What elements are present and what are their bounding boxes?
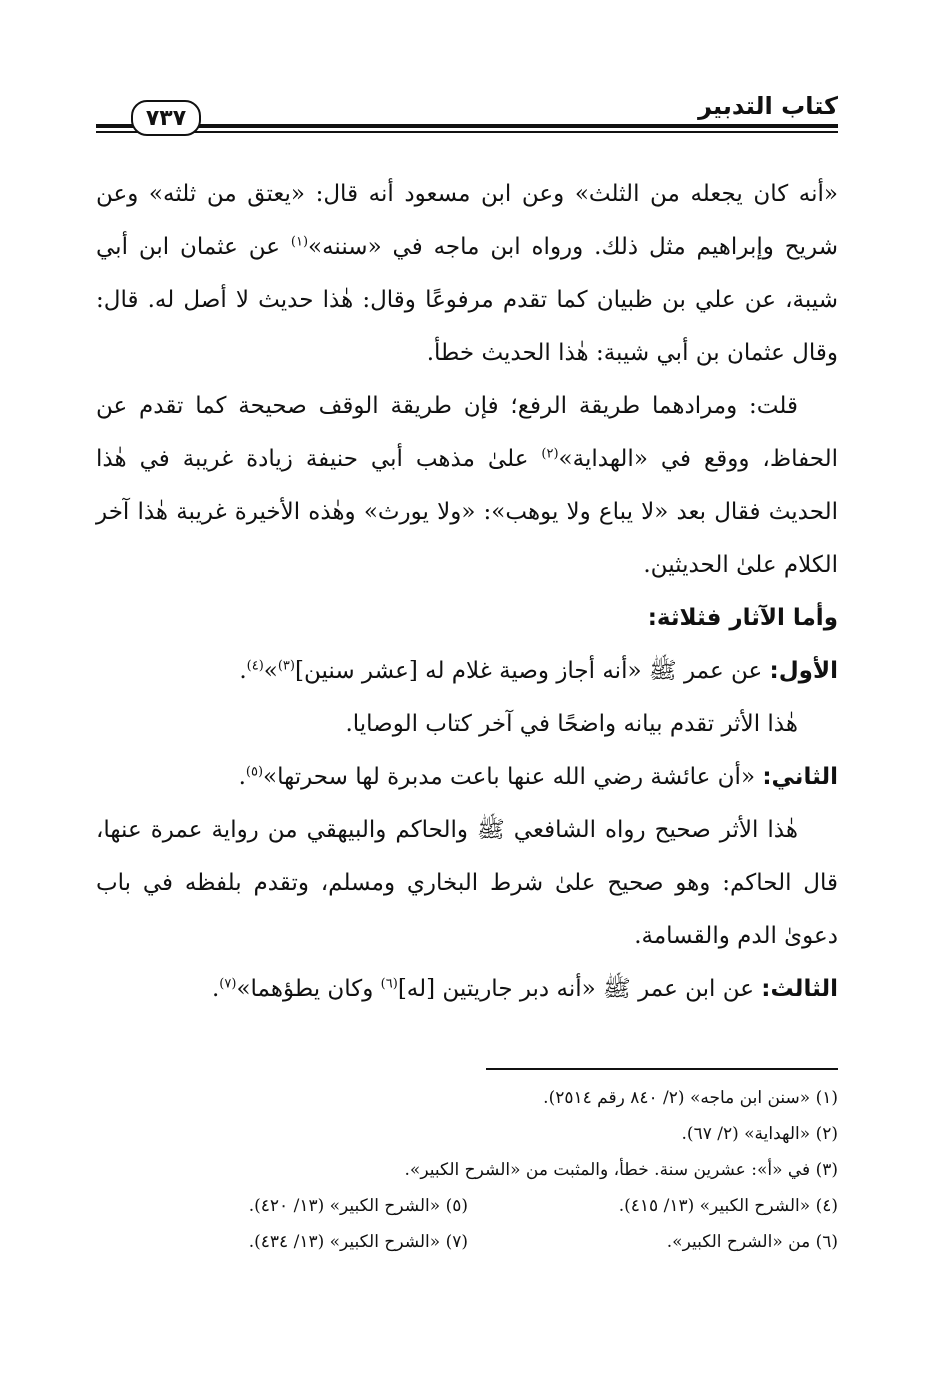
- footnote-ref-1[interactable]: (١): [290, 234, 309, 250]
- footnote-ref-6[interactable]: (٦): [380, 976, 398, 992]
- third-text: عن ابن عمر ﷺ «أنه دبر جاريتين [له]: [397, 976, 762, 1002]
- footnote-separator: [486, 1068, 838, 1070]
- athar-third: [96, 963, 838, 1016]
- footnote-7: (٧) «الشرح الكبير» (١٣/ ٤٣٤).: [248, 1232, 468, 1252]
- first-dot: .: [239, 658, 247, 684]
- footnote-row-6-7: [96, 1224, 838, 1260]
- paragraph-1-rest: عن عثمان ابن أبي شيبة، عن علي بن ظبيان كما تقدم مرفوعًا وقال: هٰذا حديث لا أصل له. قال: وقال عثمان بن أبي شيبة: هٰذا الحديث خطأ.: [96, 234, 838, 366]
- athar-second-note: هٰذا الأثر صحيح رواه الشافعي ﷺ والحاكم والبيهقي من رواية عمرة عنها، قال الحاكم: وهو صحيح علىٰ شرط البخاري ومسلم، وتقدم بلفظه في باب دعوىٰ الدم والقسامة.: [96, 817, 838, 949]
- footnote-ref-5[interactable]: (٥): [245, 764, 264, 780]
- third-label: الثالث:: [761, 976, 838, 1002]
- footnote-ref-4[interactable]: (٤): [246, 658, 264, 674]
- second-label: الثاني:: [762, 764, 838, 790]
- athar-second: [96, 751, 838, 804]
- paragraph-1: [96, 168, 838, 380]
- footnote-ref-7[interactable]: (٧): [219, 976, 237, 992]
- first-quote-end: »: [263, 658, 278, 684]
- footnote-5: (٥) «الشرح الكبير» (١٣/ ٤٢٠).: [248, 1196, 468, 1216]
- paragraph-2-text-a: قلت: ومرادهما طريقة الرفع؛ فإن طريقة الوقف صحيحة كما تقدم عن الحفاظ، ووقع في «الهداية»: [96, 393, 839, 472]
- athar-first-note: هٰذا الأثر تقدم بيانه واضحًا في آخر كتاب الوصايا.: [345, 711, 798, 737]
- page-number: ٧٣٧: [131, 100, 201, 136]
- footnote-row-4-5: [96, 1188, 838, 1224]
- footnote-1: (١) «سنن ابن ماجه» (٢/ ٨٤٠ رقم ٢٥١٤).: [543, 1088, 838, 1108]
- footnote-4: (٤) «الشرح الكبير» (١٣/ ٤١٥).: [618, 1196, 838, 1216]
- footnotes: [96, 1080, 838, 1260]
- footnote-ref-2[interactable]: (٢): [541, 446, 559, 462]
- third-text-mid: وكان يطؤهما»: [236, 976, 381, 1002]
- chapter-title: كتاب التدبير: [698, 92, 838, 120]
- footnote-3: (٣) في «أ»: عشرين سنة. خطأ، والمثبت من «الشرح الكبير».: [404, 1160, 838, 1180]
- athar-heading-text: وأما الآثار فثلاثة:: [647, 605, 838, 631]
- header-rule-thin: [96, 131, 838, 133]
- header-rule-thick: [96, 124, 838, 128]
- first-label: الأول:: [769, 658, 838, 684]
- paragraph-1-text: «أنه كان يجعله من الثلث» وعن ابن مسعود أنه قال: «يعتق من ثلثه» وعن شريح وإبراهيم مثل ذلك. ورواه ابن ماجه في «سننه»: [96, 181, 838, 260]
- paragraph-2: [96, 380, 838, 592]
- footnote-2: (٢) «الهداية» (٢/ ٦٧).: [681, 1124, 838, 1144]
- main-text: [96, 168, 838, 1016]
- paragraph-2-text-b: علىٰ مذهب أبي حنيفة زيادة غريبة في هٰذا الحديث فقال بعد «لا يباع ولا يوهب»: «ولا يورث» وهٰذه الأخيرة غريبة هٰذا آخر الكلام علىٰ الحديثين.: [96, 446, 838, 578]
- athar-first: [96, 645, 838, 698]
- footnote-ref-3[interactable]: (٣): [277, 658, 295, 674]
- third-dot: .: [211, 976, 220, 1002]
- athar-heading: [96, 592, 838, 645]
- second-text: «أن عائشة رضي الله عنها باعت مدبرة لها سحرتها»: [263, 764, 763, 790]
- second-dot: .: [238, 764, 246, 790]
- footnote-6: (٦) من «الشرح الكبير».: [666, 1232, 838, 1252]
- running-header: [96, 88, 838, 138]
- first-text: عن عمر ﷺ «أنه أجاز وصية غلام له [عشر سنين]: [294, 658, 770, 684]
